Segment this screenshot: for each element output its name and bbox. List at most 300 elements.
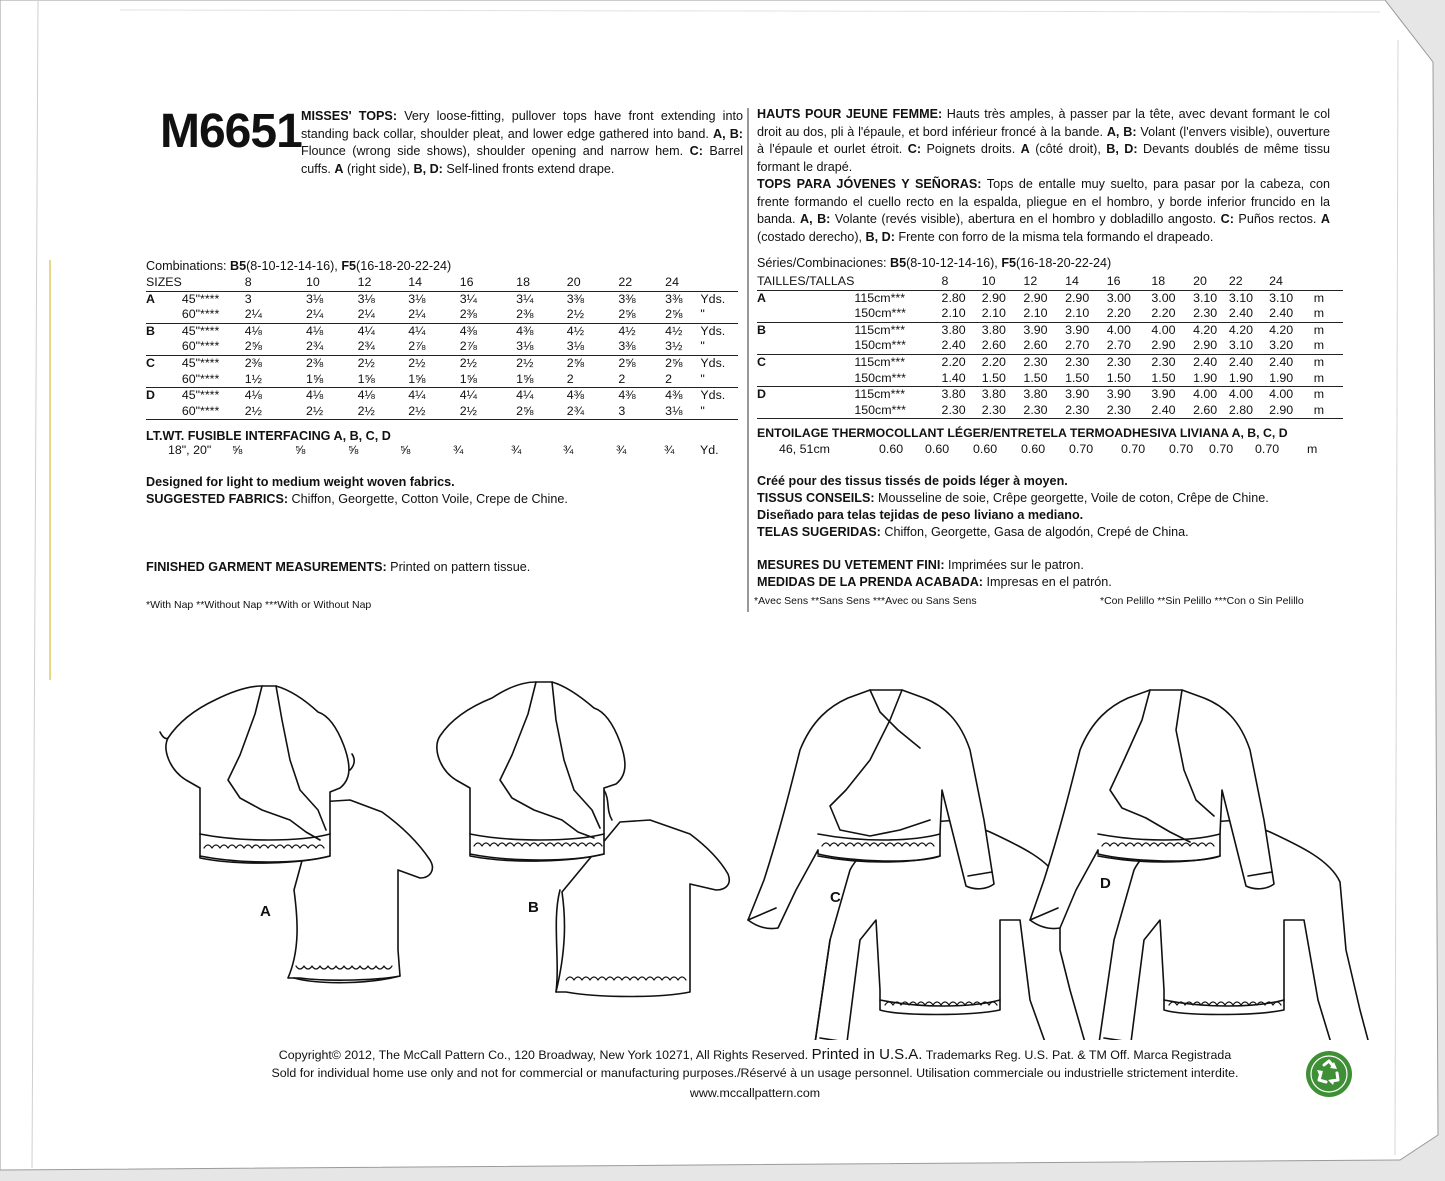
table-cell: 4½ <box>665 323 683 338</box>
english-row <box>146 323 738 339</box>
view-a-drawing <box>160 686 432 983</box>
table-cell: 2¾ <box>306 339 358 355</box>
table-cell: 1.50 <box>1107 371 1152 387</box>
table-cell: m <box>1313 290 1325 305</box>
table-cell: 8 <box>245 275 306 291</box>
table-cell: m <box>1314 338 1343 354</box>
french-interfacing-row <box>757 442 1343 458</box>
english-combinations: Combinations: B5(8-10-12-14-16), F5(16-18-20-22-24) <box>146 259 452 273</box>
table-cell: 2½ <box>408 355 426 370</box>
table-cell: 3⅛ <box>516 339 567 355</box>
english-row <box>146 307 738 323</box>
table-cell: 2⅝ <box>618 307 665 323</box>
table-cell: 2½ <box>357 355 375 370</box>
table-cell: 22 <box>618 275 665 291</box>
table-cell: m <box>1313 322 1325 337</box>
table-cell: 14 <box>1065 274 1107 290</box>
table-cell: SIZES <box>146 275 182 291</box>
table-cell: 2⅝ <box>516 404 567 420</box>
english-fabric-info <box>146 474 568 508</box>
table-cell: 2.30 <box>942 403 982 419</box>
table-cell <box>757 338 854 354</box>
table-cell: 0.60 <box>925 442 950 456</box>
table-cell: 2½ <box>306 404 358 420</box>
table-cell: 4⅛ <box>357 388 375 403</box>
table-cell: TAILLES/TALLAS <box>757 274 854 290</box>
table-cell: 1.90 <box>1193 371 1229 387</box>
english-nap-notes: *With Nap **Without Nap ***With or Without Nap <box>146 599 372 611</box>
finished-measurements-label: FINISHED GARMENT MEASUREMENTS: <box>146 560 387 574</box>
table-cell: 4.00 <box>1193 387 1218 402</box>
table-cell <box>1314 274 1343 290</box>
table-cell: A <box>146 291 155 306</box>
french-spanish-description <box>757 106 1330 246</box>
table-cell: 45"**** <box>181 355 220 370</box>
table-cell: 10 <box>306 275 358 291</box>
english-measurements <box>146 559 530 576</box>
table-cell: 150cm*** <box>854 403 941 419</box>
table-cell: 4¼ <box>408 323 426 338</box>
table-cell: C <box>146 355 155 370</box>
table-cell: 4.20 <box>1228 322 1253 337</box>
table-cell: m <box>1314 306 1343 322</box>
table-cell: " <box>700 404 738 420</box>
table-cell: 3.10 <box>1228 290 1253 305</box>
table-cell: 115cm*** <box>854 322 906 337</box>
view-d-label: D <box>1100 875 1111 892</box>
table-cell: Yd. <box>700 443 719 457</box>
table-cell: 20 <box>567 275 619 291</box>
table-cell: 3⅛ <box>408 291 426 306</box>
table-cell: Yds. <box>700 291 726 306</box>
es-measurements: MEDIDAS DE LA PRENDA ACABADA: Impresas en el patrón. <box>757 575 1112 589</box>
table-cell: 1.40 <box>942 371 982 387</box>
table-cell: 2.20 <box>941 354 966 369</box>
table-cell: 0.60 <box>1021 442 1046 456</box>
table-cell <box>757 403 854 419</box>
table-cell: 3.90 <box>1023 322 1048 337</box>
copyright-text: Copyright© 2012, The McCall Pattern Co., 120 Broadway, New York 10271, All Rights Reserved. <box>278 1048 809 1062</box>
table-cell: 3.90 <box>1106 387 1131 402</box>
table-cell <box>182 275 245 291</box>
table-cell: 2.60 <box>1023 338 1065 354</box>
table-cell: " <box>700 339 738 355</box>
french-row <box>757 403 1343 419</box>
table-cell: 4⅛ <box>305 388 324 403</box>
french-combinations: Séries/Combinaciones: B5(8-10-12-14-16), F5(16-18-20-22-24) <box>757 256 1112 270</box>
table-cell: " <box>700 372 738 388</box>
table-cell: C <box>757 354 766 369</box>
table-cell: 2⅝ <box>618 355 636 370</box>
table-cell: 2⅝ <box>245 339 306 355</box>
website-link[interactable]: www.mccallpattern.com <box>689 1086 821 1100</box>
table-cell: 150cm*** <box>854 306 941 322</box>
table-cell: 10 <box>982 274 1024 290</box>
spanish-description-text: TOPS PARA JÓVENES Y SEÑORAS: Tops de entalle muy suelto, para pasar por la cabeza, con frente formando el cuello recto en la espalda, pliegue en el hombro, y borde inferior fruncido en la banda. A, B: Volante (revés visible), abertura en el hombro y dobladillo angosto. C: Puños rectos. A (costado derecho), B, D: Frente con forro de la misma tela formando el drapeado. <box>757 177 1330 244</box>
table-cell <box>146 404 182 420</box>
designed-for-text: Designed for light to medium weight woven fabrics. <box>146 475 455 489</box>
table-cell: 2⅝ <box>566 355 585 370</box>
es-designed-for: Diseñado para telas tejidas de peso liviano a mediano. <box>757 508 1084 522</box>
french-spanish-fabric-info <box>757 473 1269 541</box>
table-cell: 2¾ <box>567 404 619 420</box>
finished-measurements-value: Printed on pattern tissue. <box>386 560 531 574</box>
table-cell: 2⅜ <box>460 307 516 323</box>
table-cell: 0.70 <box>1209 442 1234 456</box>
french-interfacing-title: ENTOILAGE THERMOCOLLANT LÉGER/ENTRETELA TERMOADHESIVA LIVIANA A, B, C, D <box>757 426 1288 440</box>
english-interfacing-title: LT.WT. FUSIBLE INTERFACING A, B, C, D <box>146 429 391 443</box>
table-cell <box>854 274 941 290</box>
table-cell: 2.90 <box>981 290 1006 305</box>
table-cell: 2⅜ <box>516 307 567 323</box>
table-cell: 2.30 <box>1193 306 1229 322</box>
table-cell: 4.20 <box>1269 322 1294 337</box>
table-cell: 2½ <box>516 355 534 370</box>
table-cell: 4⅜ <box>459 323 478 338</box>
table-cell: 4¼ <box>516 388 534 403</box>
es-suggested-fabrics: TELAS SUGERIDAS: Chiffon, Georgette, Gasa de algodón, Crepé de China. <box>757 525 1189 539</box>
table-cell: ¾ <box>616 443 627 457</box>
table-cell: 4¼ <box>459 388 478 403</box>
table-cell: 3¼ <box>459 291 478 306</box>
table-cell: 20 <box>1193 274 1229 290</box>
table-cell: 150cm*** <box>854 338 941 354</box>
table-cell: 2.30 <box>1151 354 1176 369</box>
table-cell: 2.10 <box>942 306 982 322</box>
table-cell: 2.10 <box>1065 306 1107 322</box>
french-row <box>757 387 1343 403</box>
table-cell: 3.20 <box>1269 338 1314 354</box>
table-cell: 24 <box>665 275 700 291</box>
technical-drawings <box>0 620 1445 1040</box>
suggested-fabrics-label: SUGGESTED FABRICS: <box>146 492 289 506</box>
suggested-fabrics-value: Chiffon, Georgette, Cotton Voile, Crepe de Chine. <box>288 492 568 506</box>
table-cell: 1½ <box>245 372 306 388</box>
view-d-drawing <box>1030 690 1376 1040</box>
table-cell: 3.10 <box>1193 290 1218 305</box>
table-cell: 3.00 <box>1151 290 1176 305</box>
table-cell: 3¼ <box>516 291 534 306</box>
table-cell: 16 <box>1107 274 1152 290</box>
table-cell: 2.10 <box>982 306 1024 322</box>
table-cell: 2 <box>618 372 665 388</box>
table-cell: 115cm*** <box>854 354 906 369</box>
table-cell <box>757 371 854 387</box>
table-cell: 4¼ <box>408 388 426 403</box>
french-nap-notes: *Avec Sens **Sans Sens ***Avec ou Sans Sens <box>754 595 977 607</box>
table-cell: 3 <box>618 404 665 420</box>
table-cell: 3.80 <box>1023 387 1048 402</box>
table-cell: 2¾ <box>358 339 409 355</box>
english-row <box>146 404 738 420</box>
table-cell: 2.30 <box>1065 354 1090 369</box>
english-row <box>146 388 738 404</box>
english-size-header <box>146 275 738 291</box>
table-cell: 2.40 <box>1228 354 1253 369</box>
french-row <box>757 322 1343 338</box>
table-cell: 3.00 <box>1106 290 1131 305</box>
table-cell: 2.40 <box>1229 306 1269 322</box>
table-cell: 2.30 <box>982 403 1024 419</box>
table-cell: 4.00 <box>1228 387 1253 402</box>
table-cell: 2⅝ <box>665 307 700 323</box>
table-cell: 0.70 <box>1069 442 1094 456</box>
table-cell: 4.00 <box>1151 322 1176 337</box>
table-cell: 4½ <box>618 323 636 338</box>
table-cell: 4⅛ <box>244 388 262 403</box>
table-cell: 3.90 <box>1151 387 1176 402</box>
trademarks-text: Trademarks Reg. U.S. Pat. & TM Off. Marca Registrada <box>925 1048 1232 1062</box>
table-cell: 46, 51cm <box>779 442 830 456</box>
table-cell: 4⅜ <box>516 323 534 338</box>
table-cell: 2.30 <box>1023 354 1048 369</box>
french-size-header <box>757 274 1343 290</box>
table-cell: 2.20 <box>1107 306 1152 322</box>
table-cell: 2.20 <box>981 354 1006 369</box>
table-cell: 4.00 <box>1106 322 1131 337</box>
table-cell: 1⅝ <box>306 372 358 388</box>
table-cell: 0.70 <box>1121 442 1146 456</box>
table-cell: 2.60 <box>1193 403 1229 419</box>
french-row <box>757 306 1343 322</box>
french-description-text: HAUTS POUR JEUNE FEMME: Hauts très amples, à passer par la tête, avec devant formant le col droit au dos, pli à l'épaule, et bord inférieur froncé à la bande. A, B: Volant (l'envers visible), ouverture à l'épaule et ourlet étroit. C: Poignets droits. A (côté droit), B, D: Devants doublés de même tissu formant le drapé. <box>757 107 1330 174</box>
table-cell: Yds. <box>700 355 726 370</box>
table-cell: 1.50 <box>982 371 1024 387</box>
table-cell: ¾ <box>664 443 675 457</box>
table-cell: m <box>1313 354 1325 369</box>
table-cell: 1.50 <box>1023 371 1065 387</box>
table-cell: 2.90 <box>1193 338 1229 354</box>
table-cell: 45"**** <box>181 388 220 403</box>
table-cell: 2.40 <box>1193 354 1218 369</box>
table-cell <box>146 339 182 355</box>
table-cell: 2.80 <box>1229 403 1269 419</box>
table-cell: 2¼ <box>408 307 460 323</box>
table-cell: 2½ <box>408 404 460 420</box>
table-cell: 2.40 <box>1151 403 1193 419</box>
table-cell <box>146 372 182 388</box>
table-cell: 4.00 <box>1269 387 1294 402</box>
table-cell: 150cm*** <box>854 371 941 387</box>
table-cell: 12 <box>1023 274 1065 290</box>
table-cell: Yds. <box>700 388 726 403</box>
view-a-label: A <box>260 903 271 920</box>
table-cell: m <box>1313 387 1325 402</box>
table-cell: 2⅞ <box>408 339 460 355</box>
table-cell: 3⅜ <box>566 291 585 306</box>
table-cell: 3.80 <box>981 387 1006 402</box>
english-row <box>146 291 738 307</box>
copyright-line <box>160 1046 1350 1063</box>
table-cell: 1.90 <box>1269 371 1314 387</box>
table-cell: 2¼ <box>358 307 409 323</box>
table-cell: 2¼ <box>306 307 358 323</box>
table-cell: 3⅛ <box>665 404 700 420</box>
table-cell: 2.90 <box>1023 290 1048 305</box>
table-cell: 3⅜ <box>618 291 636 306</box>
table-cell: 2.90 <box>1065 290 1090 305</box>
table-cell: 3.80 <box>941 322 966 337</box>
fr-measurements: MESURES DU VETEMENT FINI: Imprimées sur le patron. <box>757 558 1084 572</box>
table-cell: 1⅝ <box>358 372 409 388</box>
table-cell <box>146 307 182 323</box>
table-cell: 60"**** <box>182 404 245 420</box>
french-yardage-table <box>757 274 1343 419</box>
table-cell: 4½ <box>566 323 585 338</box>
table-cell: ¾ <box>563 443 574 457</box>
french-interfacing-table <box>757 442 1343 458</box>
table-cell: 3⅛ <box>567 339 619 355</box>
table-cell: B <box>757 322 766 337</box>
table-cell: 3.10 <box>1269 290 1294 305</box>
table-cell: 1⅝ <box>516 372 567 388</box>
table-cell: 115cm*** <box>854 290 906 305</box>
table-cell: 2.30 <box>1107 403 1152 419</box>
table-cell: 2.40 <box>1269 306 1314 322</box>
table-cell: 2¼ <box>245 307 306 323</box>
table-cell <box>757 306 854 322</box>
table-cell: 2 <box>665 372 700 388</box>
usage-notice: Sold for individual home use only and not for commercial or manufacturing purposes./Réservé à un usage personnel. Utilisation commerciale ou industrielle strictement interdite. <box>271 1066 1239 1080</box>
table-cell: m <box>1314 371 1343 387</box>
table-cell: 8 <box>942 274 982 290</box>
table-cell: 2⅞ <box>460 339 516 355</box>
table-cell: 4⅜ <box>566 388 585 403</box>
table-cell: 2.30 <box>1023 403 1065 419</box>
table-cell <box>757 442 779 458</box>
recycle-icon <box>1304 1049 1354 1099</box>
table-cell: 0.60 <box>973 442 998 456</box>
table-cell: 4.20 <box>1193 322 1218 337</box>
english-description-text: MISSES' TOPS: Very loose-fitting, pullover tops have front extending into standing back collar, shoulder pleat, and lower edge gathered into band. A, B: Flounce (wrong side shows), shoulder opening and narrow hem. C: Barrel cuffs. A (right side), B, D: Self-lined fronts extend drape. <box>301 109 743 176</box>
spanish-nap-notes: *Con Pelillo **Sin Pelillo ***Con o Sin Pelillo <box>1100 595 1304 607</box>
english-row <box>146 355 738 371</box>
pattern-number: M6651 <box>160 105 302 158</box>
table-cell: 60"**** <box>182 339 245 355</box>
table-cell: 2½ <box>459 355 478 370</box>
table-cell: D <box>146 388 155 403</box>
table-cell: 4⅜ <box>618 388 636 403</box>
table-cell: 4⅛ <box>244 323 262 338</box>
english-row <box>146 339 738 355</box>
english-row <box>146 372 738 388</box>
table-cell: 3 <box>244 291 252 306</box>
table-cell: 2.20 <box>1151 306 1193 322</box>
table-cell: 0.60 <box>879 442 904 456</box>
table-cell: 22 <box>1229 274 1269 290</box>
table-cell: 3.10 <box>1229 338 1269 354</box>
table-cell: 16 <box>460 275 516 291</box>
fr-suggested-fabrics: TISSUS CONSEILS: Mousseline de soie, Crêpe georgette, Voile de coton, Crêpe de Chine. <box>757 491 1269 505</box>
table-cell: 4¼ <box>357 323 375 338</box>
table-cell: 45"**** <box>181 291 220 306</box>
table-cell: " <box>700 307 738 323</box>
table-cell: 0.70 <box>1255 442 1280 456</box>
table-cell: 14 <box>408 275 460 291</box>
english-interfacing-table <box>146 443 738 459</box>
table-cell: 18", 20" <box>168 443 212 457</box>
english-description <box>301 108 743 178</box>
french-row <box>757 338 1343 354</box>
table-cell: 60"**** <box>182 307 245 323</box>
table-cell: 1⅝ <box>408 372 460 388</box>
table-cell: 1.50 <box>1151 371 1193 387</box>
table-cell: ⅝ <box>232 443 243 457</box>
table-cell: 2.70 <box>1065 338 1107 354</box>
table-cell: 18 <box>516 275 567 291</box>
table-cell: 24 <box>1269 274 1314 290</box>
table-cell: 3½ <box>665 339 700 355</box>
table-cell: 1⅝ <box>460 372 516 388</box>
table-cell: 2½ <box>245 404 306 420</box>
table-cell: 2.30 <box>1065 403 1107 419</box>
table-cell: 12 <box>358 275 409 291</box>
table-cell: ¾ <box>453 443 464 457</box>
view-b-label: B <box>528 899 539 916</box>
table-cell: A <box>757 290 766 305</box>
table-cell: 3.80 <box>981 322 1006 337</box>
table-cell: 2.80 <box>941 290 966 305</box>
table-cell: 2.90 <box>1269 403 1314 419</box>
table-cell <box>700 275 738 291</box>
table-cell: ¾ <box>511 443 522 457</box>
table-cell: ⅝ <box>295 443 306 457</box>
table-cell <box>146 443 168 459</box>
fr-designed-for: Créé pour des tissus tissés de poids léger à moyen. <box>757 474 1068 488</box>
table-cell: 2.10 <box>1023 306 1065 322</box>
french-row <box>757 290 1343 306</box>
table-cell: 2.60 <box>982 338 1024 354</box>
table-cell: 3⅛ <box>357 291 375 306</box>
table-cell: 18 <box>1151 274 1193 290</box>
table-cell: B <box>146 323 155 338</box>
english-yardage-table <box>146 275 738 420</box>
view-c-drawing <box>748 690 1090 1040</box>
english-interfacing-row <box>146 443 738 459</box>
view-b-drawing <box>437 682 729 997</box>
table-cell: 3⅜ <box>665 291 683 306</box>
table-cell: 45"**** <box>181 323 220 338</box>
table-cell: 3.80 <box>941 387 966 402</box>
table-cell: ⅝ <box>400 443 411 457</box>
table-cell: D <box>757 387 766 402</box>
table-cell: 2⅜ <box>244 355 262 370</box>
table-cell: m <box>1307 442 1318 456</box>
table-cell: 2⅜ <box>305 355 324 370</box>
table-cell: 2½ <box>358 404 409 420</box>
table-cell: 4⅜ <box>665 388 683 403</box>
french-row <box>757 371 1343 387</box>
table-cell: 2.40 <box>1269 354 1294 369</box>
table-cell: 2.70 <box>1107 338 1152 354</box>
table-cell: 4⅛ <box>305 323 324 338</box>
table-cell: 2½ <box>460 404 516 420</box>
table-cell: ⅝ <box>348 443 359 457</box>
table-cell: 3⅜ <box>618 339 665 355</box>
table-cell: 2½ <box>567 307 619 323</box>
table-cell: 3.90 <box>1065 322 1090 337</box>
table-cell: 2.40 <box>942 338 982 354</box>
table-cell: 0.70 <box>1169 442 1194 456</box>
french-spanish-measurements <box>757 557 1112 591</box>
table-cell: m <box>1314 403 1343 419</box>
table-cell: 1.50 <box>1065 371 1107 387</box>
table-cell: 2⅝ <box>665 355 683 370</box>
printed-in-text: Printed in U.S.A. <box>811 1046 923 1063</box>
table-cell: 60"**** <box>182 372 245 388</box>
table-cell: Yds. <box>700 323 726 338</box>
view-c-label: C <box>830 889 841 906</box>
